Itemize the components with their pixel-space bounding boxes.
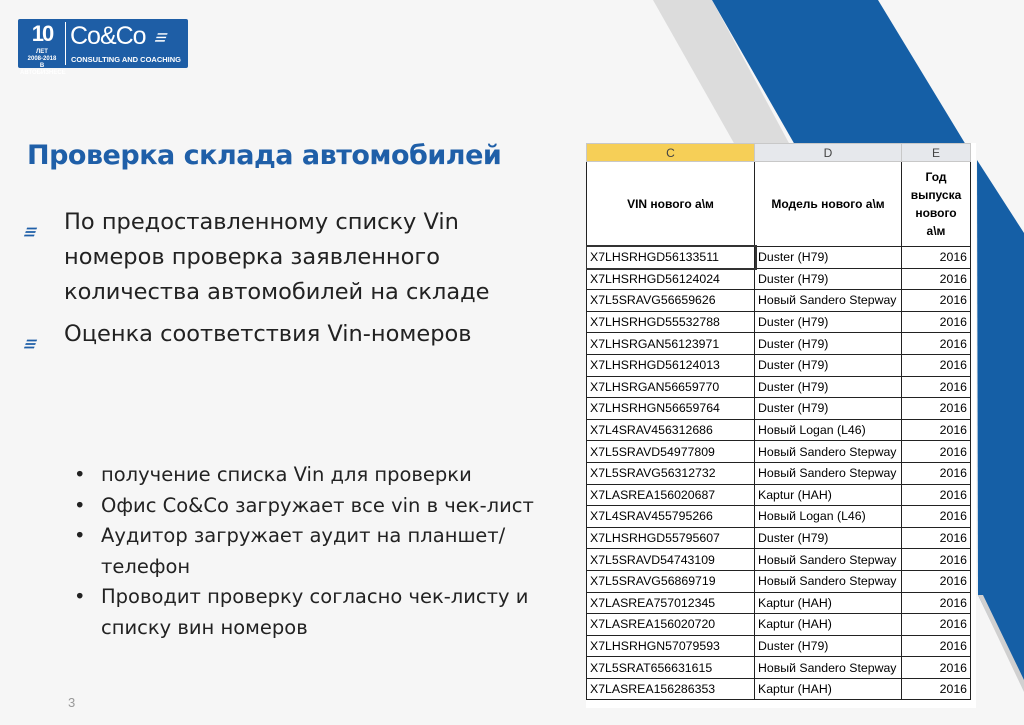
table-row bbox=[587, 484, 971, 506]
model-cell[interactable]: Duster (H79) bbox=[755, 333, 902, 355]
vin-cell[interactable]: X7LHSRGAN56659770 bbox=[587, 376, 755, 398]
table-row bbox=[587, 354, 971, 376]
year-cell[interactable]: 2016 bbox=[902, 333, 971, 355]
vin-cell[interactable]: X7LASREA156020687 bbox=[587, 484, 755, 506]
header-cell: Модель нового а\м bbox=[755, 162, 902, 247]
year-cell[interactable]: 2016 bbox=[902, 592, 971, 614]
year-cell[interactable]: 2016 bbox=[902, 462, 971, 484]
company-logo bbox=[18, 19, 188, 76]
year-cell[interactable]: 2016 bbox=[902, 247, 971, 269]
table-row bbox=[587, 441, 971, 463]
vin-cell[interactable]: X7LHSRGAN56123971 bbox=[587, 333, 755, 355]
vin-cell[interactable]: X7L5SRAT656631615 bbox=[587, 657, 755, 679]
model-cell[interactable]: Duster (H79) bbox=[755, 268, 902, 290]
model-cell[interactable]: Duster (H79) bbox=[755, 354, 902, 376]
year-cell[interactable]: 2016 bbox=[902, 614, 971, 636]
table-row bbox=[587, 247, 971, 269]
vin-cell[interactable]: X7LHSRHGN56659764 bbox=[587, 398, 755, 420]
year-cell[interactable]: 2016 bbox=[902, 678, 971, 700]
vin-cell[interactable]: X7LHSRHGD56133511 bbox=[587, 247, 755, 269]
bullet-item: ≡ Оценка соответствия Vin-номеров bbox=[30, 317, 544, 352]
model-cell[interactable]: Новый Sandero Stepway bbox=[755, 549, 902, 571]
vin-cell[interactable]: X7L5SRAVG56659626 bbox=[587, 290, 755, 312]
year-cell[interactable]: 2016 bbox=[902, 570, 971, 592]
table-row bbox=[587, 311, 971, 333]
vin-cell[interactable]: X7L5SRAVD54743109 bbox=[587, 549, 755, 571]
header-cell: Год выпуска нового а\м bbox=[902, 162, 971, 247]
logo-stripes-icon: ≡ bbox=[151, 27, 171, 49]
blue-band-right bbox=[977, 160, 1024, 690]
year-cell[interactable]: 2016 bbox=[902, 441, 971, 463]
vin-cell[interactable]: X7L4SRAV455795266 bbox=[587, 506, 755, 528]
table-row bbox=[587, 419, 971, 441]
sub-bullet-item: • Проводит проверку согласно чек-листу и списку вин номеров bbox=[74, 582, 544, 643]
year-cell[interactable]: 2016 bbox=[902, 376, 971, 398]
year-cell[interactable]: 2016 bbox=[902, 527, 971, 549]
table-row bbox=[587, 635, 971, 657]
slide-title: Проверка склада автомобилей bbox=[27, 140, 502, 171]
model-cell[interactable]: Kaptur (HAH) bbox=[755, 484, 902, 506]
year-cell[interactable]: 2016 bbox=[902, 311, 971, 333]
logo-brand: Co&Co bbox=[70, 22, 146, 50]
model-cell[interactable]: Kaptur (HAH) bbox=[755, 614, 902, 636]
model-cell[interactable]: Kaptur (HAH) bbox=[755, 678, 902, 700]
model-cell[interactable]: Новый Sandero Stepway bbox=[755, 462, 902, 484]
vin-cell[interactable]: X7LHSRHGD55532788 bbox=[587, 311, 755, 333]
bullet-stripes-icon: ≡ bbox=[20, 334, 41, 353]
vin-cell[interactable]: X7L5SRAVG56312732 bbox=[587, 462, 755, 484]
vin-cell[interactable]: X7LHSRHGD56124024 bbox=[587, 268, 755, 290]
vin-cell[interactable]: X7LASREA757012345 bbox=[587, 592, 755, 614]
table-row bbox=[587, 376, 971, 398]
model-cell[interactable]: Новый Logan (L46) bbox=[755, 506, 902, 528]
year-cell[interactable]: 2016 bbox=[902, 484, 971, 506]
table-row bbox=[587, 570, 971, 592]
logo-divider bbox=[65, 22, 66, 65]
header-cell: VIN нового а\м bbox=[587, 162, 755, 247]
vin-cell[interactable]: X7LHSRHGD56124013 bbox=[587, 354, 755, 376]
model-cell[interactable]: Новый Sandero Stepway bbox=[755, 657, 902, 679]
year-cell[interactable]: 2016 bbox=[902, 657, 971, 679]
year-cell[interactable]: 2016 bbox=[902, 398, 971, 420]
vin-cell[interactable]: X7L4SRAV456312686 bbox=[587, 419, 755, 441]
model-cell[interactable]: Новый Sandero Stepway bbox=[755, 441, 902, 463]
table-row bbox=[587, 527, 971, 549]
model-cell[interactable]: Duster (H79) bbox=[755, 247, 902, 269]
table-row bbox=[587, 290, 971, 312]
logo-period: ЛЕТ 2008-2018 В АВТОБИЗНЕСЕ bbox=[20, 49, 66, 76]
logo-anniversary: 10 bbox=[31, 21, 53, 46]
model-cell[interactable]: Duster (H79) bbox=[755, 311, 902, 333]
vin-spreadsheet bbox=[586, 143, 976, 708]
sub-bullet-item: • Аудитор загружает аудит на планшет/телефон bbox=[74, 521, 544, 582]
model-cell[interactable]: Новый Sandero Stepway bbox=[755, 570, 902, 592]
model-cell[interactable]: Kaptur (HAH) bbox=[755, 592, 902, 614]
column-letter[interactable]: D bbox=[755, 144, 902, 162]
vin-cell[interactable]: X7LASREA156020720 bbox=[587, 614, 755, 636]
model-cell[interactable]: Duster (H79) bbox=[755, 527, 902, 549]
table-row bbox=[587, 549, 971, 571]
bullet-item: ≡ По предоставленному списку Vin номеров проверка заявленного количества автомобилей на складе bbox=[30, 205, 544, 310]
table-row bbox=[587, 614, 971, 636]
vin-cell[interactable]: X7L5SRAVG56869719 bbox=[587, 570, 755, 592]
year-cell[interactable]: 2016 bbox=[902, 506, 971, 528]
table-row bbox=[587, 506, 971, 528]
logo-tagline: CONSULTING AND COACHING bbox=[71, 55, 181, 64]
column-letter[interactable]: C bbox=[587, 144, 755, 162]
year-cell[interactable]: 2016 bbox=[902, 268, 971, 290]
year-cell[interactable]: 2016 bbox=[902, 354, 971, 376]
table-row bbox=[587, 462, 971, 484]
table-row bbox=[587, 333, 971, 355]
year-cell[interactable]: 2016 bbox=[902, 549, 971, 571]
table-row bbox=[587, 657, 971, 679]
vin-cell[interactable]: X7LHSRHGD55795607 bbox=[587, 527, 755, 549]
year-cell[interactable]: 2016 bbox=[902, 419, 971, 441]
column-letter[interactable]: E bbox=[902, 144, 971, 162]
year-cell[interactable]: 2016 bbox=[902, 290, 971, 312]
vin-cell[interactable]: X7LASREA156286353 bbox=[587, 678, 755, 700]
year-cell[interactable]: 2016 bbox=[902, 635, 971, 657]
sub-bullet-item: • получение списка Vin для проверки bbox=[74, 460, 544, 491]
table-row bbox=[587, 592, 971, 614]
model-cell[interactable]: Новый Logan (L46) bbox=[755, 419, 902, 441]
sub-bullet-list bbox=[74, 460, 544, 643]
model-cell[interactable]: Новый Sandero Stepway bbox=[755, 290, 902, 312]
page-number: 3 bbox=[68, 695, 76, 710]
model-cell[interactable]: Duster (H79) bbox=[755, 398, 902, 420]
bullet-stripes-icon: ≡ bbox=[20, 222, 41, 241]
vin-cell[interactable]: X7LHSRHGN57079593 bbox=[587, 635, 755, 657]
table-row bbox=[587, 398, 971, 420]
column-letters-row bbox=[587, 144, 971, 162]
sub-bullet-item: • Офис Co&Co загружает все vin в чек-лист bbox=[74, 491, 544, 522]
table-row bbox=[587, 268, 971, 290]
table-header-row bbox=[587, 162, 971, 247]
table-row bbox=[587, 678, 971, 700]
vin-cell[interactable]: X7L5SRAVD54977809 bbox=[587, 441, 755, 463]
model-cell[interactable]: Duster (H79) bbox=[755, 376, 902, 398]
model-cell[interactable]: Duster (H79) bbox=[755, 635, 902, 657]
